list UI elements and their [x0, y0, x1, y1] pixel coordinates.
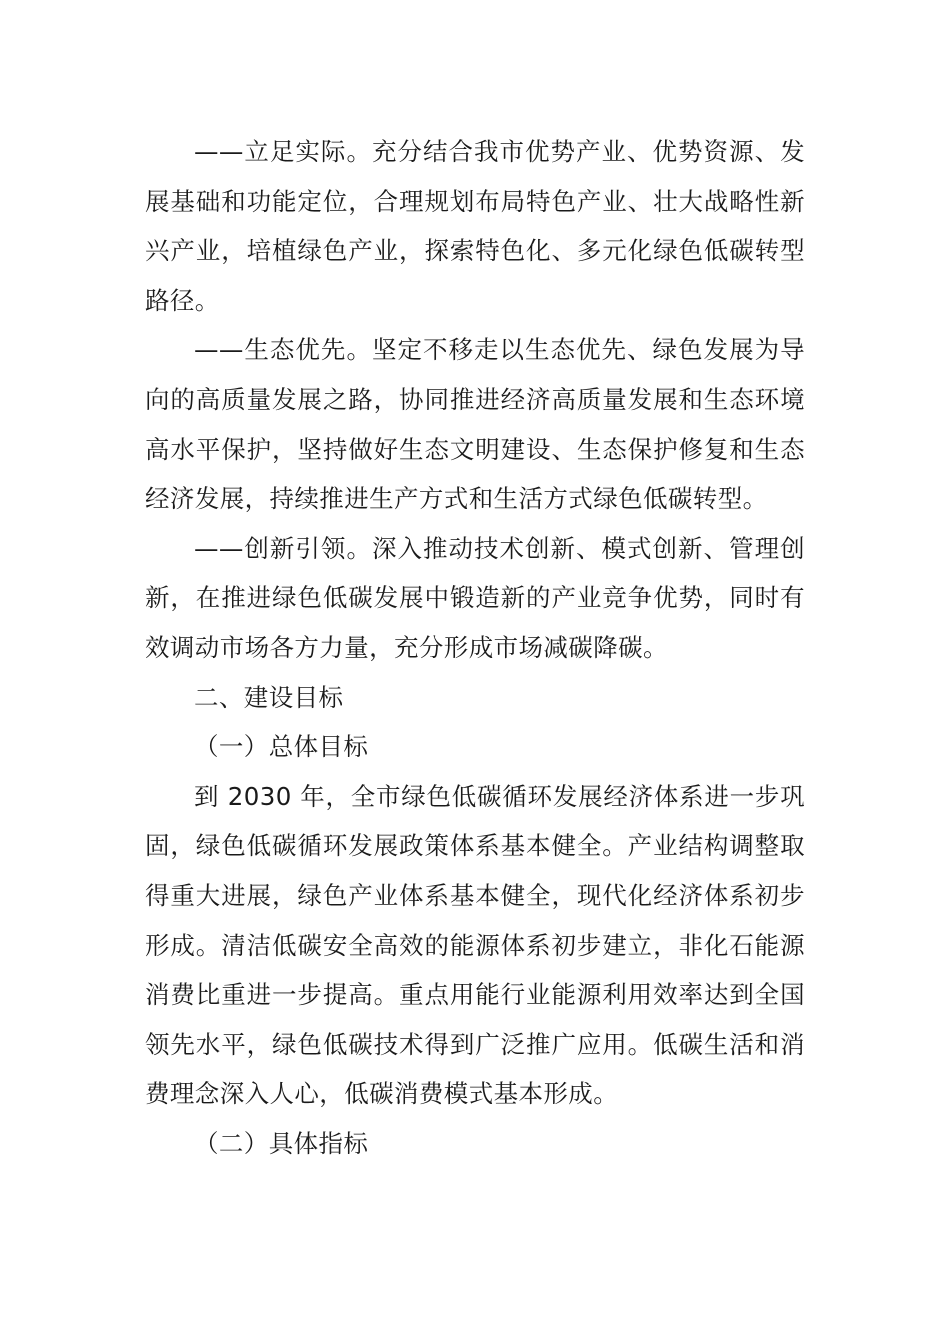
principle-paragraph-practical: ——立足实际。充分结合我市优势产业、优势资源、发展基础和功能定位，合理规划布局特色产业、壮大战略性新兴产业，培植绿色产业，探索特色化、多元化绿色低碳转型路径。 — [145, 137, 805, 315]
principle-paragraph-ecology: ——生态优先。坚定不移走以生态优先、绿色发展为导向的高质量发展之路，协同推进经济高质量发展和生态环境高水平保护，坚持做好生态文明建设、生态保护修复和生态经济发展，持续推进生产方式和生活方式绿色低碳转型。 — [145, 335, 805, 514]
document-body — [145, 127, 805, 1168]
subsection-title-indicators: （二）具体指标 — [194, 1128, 369, 1158]
overall-goal-paragraph: 到 2030 年，全市绿色低碳循环发展经济体系进一步巩固，绿色低碳循环发展政策体系基本健全。产业结构调整取得重大进展，绿色产业体系基本健全，现代化经济体系初步形成。清洁低碳安全高效的能源体系初步建立，非化石能源消费比重进一步提高。重点用能行业能源利用效率达到全国领先水平，绿色低碳技术得到广泛推广应用。低碳生活和消费理念深入人心，低碳消费模式基本形成。 — [145, 781, 805, 1109]
subsection-title-overall: （一）总体目标 — [194, 732, 369, 762]
section-title-goals: 二、建设目标 — [194, 682, 344, 712]
principle-paragraph-innovation: ——创新引领。深入推动技术创新、模式创新、管理创新，在推进绿色低碳发展中锻造新的产业竞争优势，同时有效调动市场各方力量，充分形成市场减碳降碳。 — [145, 533, 805, 662]
